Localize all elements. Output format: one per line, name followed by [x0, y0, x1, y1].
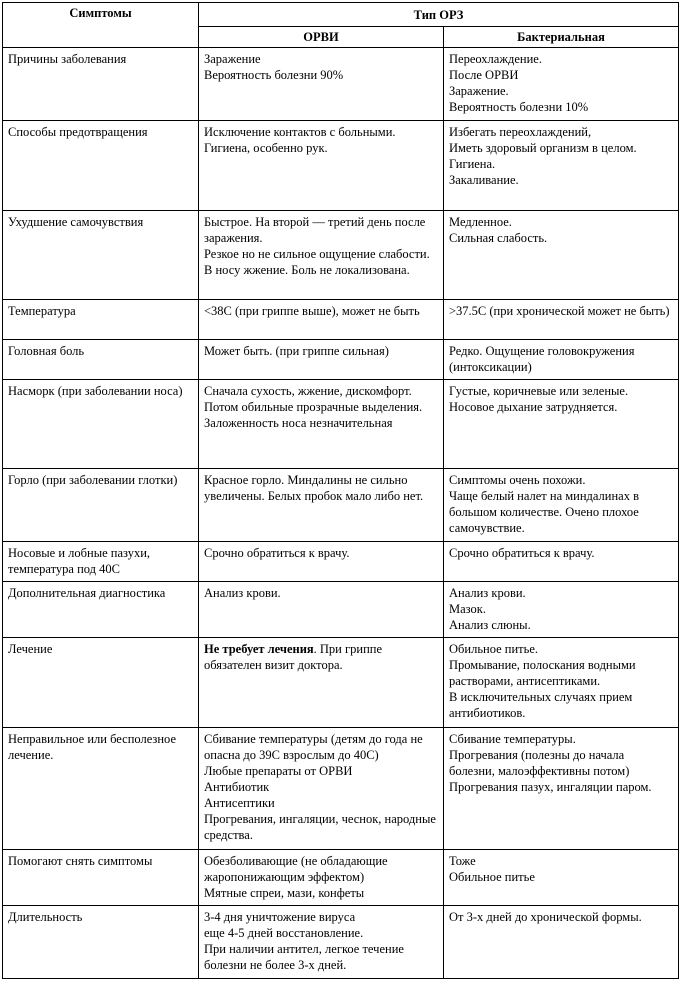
- orvi-cell: [199, 638, 444, 728]
- bacterial-cell: [444, 121, 679, 211]
- cell-line: Обезболивающие (не обладающие жаропонижающим эффектом): [204, 854, 388, 884]
- header-bacterial: Бактериальная: [444, 27, 679, 48]
- table-row: [3, 300, 679, 340]
- symptom-cell: Головная боль: [3, 340, 199, 380]
- cell-line: Гигиена.: [449, 157, 496, 171]
- orvi-cell: <38С (при гриппе выше), может не быть: [199, 300, 444, 340]
- cell-line: Быстрое. На второй — третий день после заражения.: [204, 215, 426, 245]
- cell-line: Вероятность болезни 90%: [204, 68, 344, 82]
- bacterial-cell: [444, 638, 679, 728]
- cell-line: Носовое дыхание затрудняется.: [449, 400, 618, 414]
- symptom-cell: Длительность: [3, 906, 199, 979]
- cell-line: В исключительных случаях прием антибиотиков.: [449, 690, 633, 720]
- cell-line: Тоже: [449, 854, 476, 868]
- cell-line: Любые препараты от ОРВИ: [204, 764, 353, 778]
- cell-line: еще 4-5 дней восстановление.: [204, 926, 364, 940]
- header-symptoms: Симптомы: [3, 3, 199, 48]
- symptom-cell: Дополнительная диагностика: [3, 582, 199, 638]
- cell-line: Сильная слабость.: [449, 231, 548, 245]
- symptom-cell: Ухудшение самочувствия: [3, 211, 199, 300]
- orvi-cell: [199, 48, 444, 121]
- cell-line: Исключение контактов с больными.: [204, 125, 396, 139]
- cell-line: Избегать переохлаждений,: [449, 125, 592, 139]
- table-row: [3, 121, 679, 211]
- cell-line: Закаливание.: [449, 173, 519, 187]
- cell-line: Заражение.: [449, 84, 509, 98]
- table-row: [3, 340, 679, 380]
- bacterial-cell: [444, 469, 679, 542]
- bacterial-cell: >37.5С (при хронической может не быть): [444, 300, 679, 340]
- table-row: [3, 542, 679, 582]
- cell-line: Мятные спреи, мази, конфеты: [204, 886, 365, 900]
- table-row: [3, 211, 679, 300]
- cell-line: 3-4 дня уничтожение вируса: [204, 910, 356, 924]
- cell-line: Обильное питье: [449, 870, 535, 884]
- cell-line: Сбивание температуры.: [449, 732, 576, 746]
- cell-line: Сначала сухость, жжение, дискомфорт.: [204, 384, 412, 398]
- cell-line: Медленное.: [449, 215, 512, 229]
- cell-line: Сбивание температуры (детям до года не опасна до 39С взрослым до 40С): [204, 732, 423, 762]
- orvi-cell: Срочно обратиться к врачу.: [199, 542, 444, 582]
- cell-line: Антисептики: [204, 796, 275, 810]
- cell-line: Заражение: [204, 52, 261, 66]
- cell-line: Чаще белый налет на миндалинах в большом количестве. Очено плохое самочувствие.: [449, 489, 639, 535]
- cell-line: Промывание, полоскания водными растворами, антисептиками.: [449, 658, 636, 688]
- cell-line: Гигиена, особенно рук.: [204, 141, 328, 155]
- symptom-cell: Способы предотвращения: [3, 121, 199, 211]
- cell-line: Потом обильные прозрачные выделения.: [204, 400, 423, 414]
- orvi-cell: [199, 850, 444, 906]
- table-row: [3, 638, 679, 728]
- cell-line: При наличии антител, легкое течение болезни не более 3-х дней.: [204, 942, 404, 972]
- orvi-cell: Красное горло. Миндалины не сильно увеличены. Белых пробок мало либо нет.: [199, 469, 444, 542]
- symptom-cell: Насморк (при заболевании носа): [3, 380, 199, 469]
- bacterial-cell: Редко. Ощущение головокружения (интоксикации): [444, 340, 679, 380]
- table-row: [3, 850, 679, 906]
- table-row: [3, 728, 679, 850]
- cell-line: Вероятность болезни 10%: [449, 100, 589, 114]
- symptom-cell: Лечение: [3, 638, 199, 728]
- bacterial-cell: [444, 582, 679, 638]
- ari-comparison-table: [2, 2, 679, 979]
- symptom-cell: Носовые и лобные пазухи, температура под 40С: [3, 542, 199, 582]
- orvi-cell: [199, 906, 444, 979]
- cell-line: После ОРВИ: [449, 68, 519, 82]
- table-row: [3, 582, 679, 638]
- bacterial-cell: Срочно обратиться к врачу.: [444, 542, 679, 582]
- symptom-cell: Горло (при заболевании глотки): [3, 469, 199, 542]
- cell-line: Густые, коричневые или зеленые.: [449, 384, 629, 398]
- bacterial-cell: От 3-х дней до хронической формы.: [444, 906, 679, 979]
- cell-line: Прогревания (полезны до начала болезни, малоэффективны потом): [449, 748, 630, 778]
- treatment-emphasis: Не требует лечения: [204, 642, 314, 656]
- bacterial-cell: [444, 211, 679, 300]
- cell-line: Анализ слюны.: [449, 618, 531, 632]
- cell-line: Анализ крови.: [449, 586, 526, 600]
- header-orvi: ОРВИ: [199, 27, 444, 48]
- bacterial-cell: [444, 48, 679, 121]
- bacterial-cell: [444, 380, 679, 469]
- cell-line: Прогревания, ингаляции, чеснок, народные средства.: [204, 812, 436, 842]
- symptom-cell: Неправильное или бесполезное лечение.: [3, 728, 199, 850]
- orvi-cell: Может быть. (при гриппе сильная): [199, 340, 444, 380]
- bacterial-cell: [444, 728, 679, 850]
- orvi-cell: [199, 121, 444, 211]
- cell-line: Резкое но не сильное ощущение слабости. В носу жжение. Боль не локализована.: [204, 247, 430, 277]
- orvi-cell: [199, 211, 444, 300]
- cell-line: Переохлаждение.: [449, 52, 542, 66]
- cell-line: Антибиотик: [204, 780, 270, 794]
- symptom-cell: Температура: [3, 300, 199, 340]
- orvi-cell: [199, 380, 444, 469]
- orvi-cell: Анализ крови.: [199, 582, 444, 638]
- header-type: Тип ОРЗ: [199, 3, 679, 27]
- symptom-cell: Причины заболевания: [3, 48, 199, 121]
- orvi-cell: [199, 728, 444, 850]
- table-row: [3, 380, 679, 469]
- table-row: [3, 906, 679, 979]
- cell-line: Иметь здоровый организм в целом.: [449, 141, 637, 155]
- table-row: [3, 469, 679, 542]
- treatment-note: . При гриппе обязателен визит доктора.: [204, 642, 382, 672]
- cell-line: Заложенность носа незначительная: [204, 416, 393, 430]
- symptom-cell: Помогают снять симптомы: [3, 850, 199, 906]
- table-row: [3, 48, 679, 121]
- cell-line: Обильное питье.: [449, 642, 538, 656]
- cell-line: Мазок.: [449, 602, 486, 616]
- bacterial-cell: [444, 850, 679, 906]
- cell-line: Прогревания пазух, ингаляции паром.: [449, 780, 652, 794]
- cell-line: Симптомы очень похожи.: [449, 473, 586, 487]
